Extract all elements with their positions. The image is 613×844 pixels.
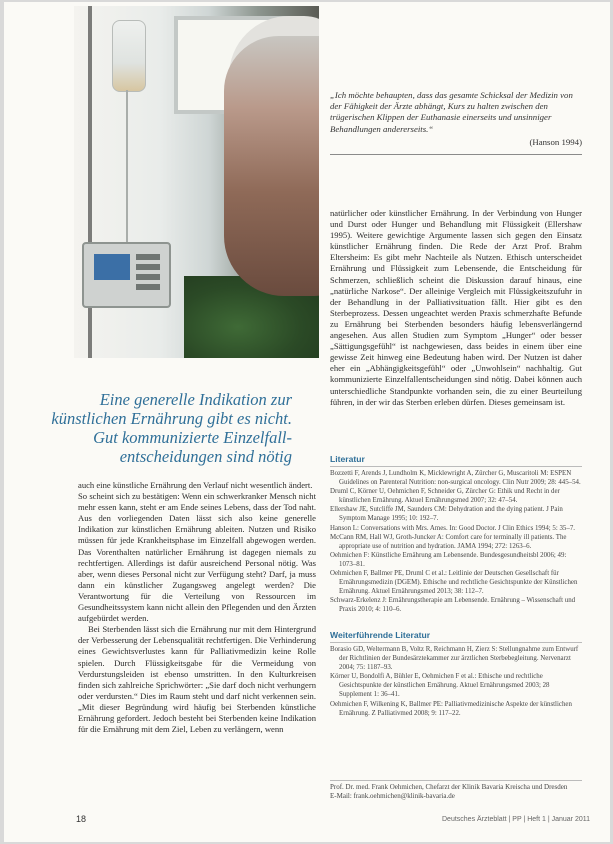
literature-list [330, 469, 582, 615]
literature-section [330, 454, 582, 615]
reference: Oehmichen F: Künstliche Ernährung am Lebensende. Bundesgesundheitsbl 2006; 49: 1073–81. [330, 551, 567, 568]
document-page [4, 2, 610, 842]
literature-heading: Literatur [330, 454, 582, 467]
infusion-bag [112, 20, 146, 92]
author-email: E-Mail: frank.oehmichen@klinik-bavaria.de [330, 792, 455, 801]
pull-quote-line: künstlichen Ernährung gibt es nicht. [51, 409, 292, 428]
left-column [78, 480, 316, 735]
further-literature-heading: Weiterführende Literatur [330, 630, 582, 643]
reference: Oehmichen F, Ballmer PE, Druml C et al.: Leitlinie der Deutschen Gesellschaft für Ernährungsmedizin (DGEM). Ethische und rechtliche Gesichtspunkte der Künstlichen Ernährung. Aktuel Ernährungsmed 2013; 38: 112–7. [330, 570, 578, 596]
quote-box [330, 90, 582, 155]
reference: Hanson L: Conversations with Mrs. Ames. In: Good Doctor. J Clin Ethics 1994; 5: 35–7. [330, 524, 575, 532]
infusion-pump [82, 242, 171, 308]
quote-source: (Hanson 1994) [529, 136, 582, 147]
infusion-tube [126, 90, 128, 242]
reference: Körner U, Bondolfi A, Bühler E, Oehmichen F et al.: Ethische und rechtliche Gesichtspunkte der künstlichen Ernährung. Aktuel Ernährungsmed 2003; 28 Supplement 1: 36–41. [330, 673, 550, 699]
pump-buttons [136, 254, 160, 294]
further-literature-section [330, 630, 582, 718]
paragraph: auch eine künstliche Ernährung den Verlauf nicht wesentlich ändert. [78, 480, 313, 490]
reference: McCann RM, Hall WJ, Groth-Juncker A: Comfort care for terminally ill patients. The appropriate use of nutrition and hydration. JAMA 1994; 272: 1263–6. [330, 533, 567, 550]
article-photo [74, 6, 319, 358]
pull-quote-line: Eine generelle Indikation zur [99, 390, 292, 409]
reference: Druml C, Körner U, Oehmichen F, Schneider G, Zürcher G: Ethik und Recht in der künstlichen Ernährung. Aktuel Ernährungsmed 2007; 32: 47–54. [330, 488, 560, 505]
author-info [330, 780, 582, 802]
quote-text: „Ich möchte behaupten, dass das gesamte Schicksal der Medizin von der Fähigkeit der Ärzte abhängt, Kurs zu halten zwischen den trügerischen Klippen der Euthanasie einerseits und unsinniger Behandlungen andererseits.“ [330, 90, 573, 134]
right-column [330, 208, 582, 408]
patient-head [224, 36, 319, 296]
pull-quote-line: Gut kommunizierte Einzelfall- [93, 428, 292, 447]
divider [330, 154, 582, 155]
reference: Oehmichen F, Wilkening K, Ballmer PE: Palliativmedizinische Aspekte der künstlichen Ernährung. Z Palliativmed 2008; 9: 117–22. [330, 700, 572, 717]
reference: Borasio GD, Weltermann B, Voltz R, Reichmann H, Zierz S: Stellungnahme zum Entwurf der Richtlinien der Bundesärztekammer zur ärztlichen Sterbebegleitung. Nervenarzt 2004; 75: 1187–93. [330, 646, 579, 672]
reference: Ellershaw JE, Sutcliffe JM, Saunders CM: Dehydration and the dying patient. J Pain Symptom Manage 1995; 10: 192–7. [330, 506, 563, 523]
further-literature-list [330, 645, 582, 718]
page-number: 18 [76, 814, 87, 824]
pull-quote [34, 390, 292, 466]
reference: Bozzetti F, Arends J, Lundholm K, Micklewright A, Zürcher G, Muscaritoli M: ESPEN Guidelines on Parenteral Nutrition: non-surgical oncology. Clin Nutr 2009; 28: 445–54. [330, 470, 581, 487]
pump-screen [94, 254, 130, 280]
journal-reference: Deutsches Ärzteblatt | PP | Heft 1 | Januar 2011 [442, 816, 590, 823]
paragraph: Bei Sterbenden lässt sich die Ernährung nur mit dem Hintergrund der Verbesserung der Lebensqualität rechtfertigen. Die Verhinderung eines Gewichtsverlustes kann für Palliativmedizin keine Rolle spielen. Durch Flüssigkeitsgabe für die Vermeidung von Verdurstungsleiden ist ebenso umstritten. In den Kulturkreisen finden sich zahlreiche Sprichwörter: „Sie darf doch nicht verhungern oder verdursten.“ Dies im Raum steht und darf nicht verkennen sein. „Mit dieser Begründung wird häufig bei Sterbenden künstliche Ernährung gefordert. Jedoch besteht bei Sterbenden keine Indikation für die Ernährung mit dem Ziel, Leben zu verlängern, wenn [78, 624, 316, 735]
author-name: Prof. Dr. med. Frank Oehmichen, Chefarzt der Klinik Bavaria Kreischa und Dresden [330, 783, 568, 791]
paragraph: So scheint sich zu bestätigen: Wenn ein schwerkranker Mensch nicht mehr essen kann, steht er am Ende seines Lebens, dass der Tod naht. Aus den vorliegenden Daten lässt sich also keine generelle Indikation zur künstlichen Ernährung ableiten. Nutzen und Risiko müssen für jede Krankheitsphase im Einzelfall abgewogen werden. Das Vorenthalten natürlicher Ernährung ist dagegen niemals zu rechtfertigen. Allerdings ist dafür ausreichend Personal nötig. Was aber, wenn dieses Personal nicht zur Verfügung steht? Darf, ja muss dann ein künstlicher Zugangsweg angelegt werden? Die Verantwortung für die Verteilung von Ressourcen im Gesundheitssystem kann nicht allein den Pflegenden und den Ärzten aufgebürdet werden. [78, 491, 316, 624]
paragraph: natürlicher oder künstlicher Ernährung. In der Verbindung von Hunger und Durst oder Hunger und Behandlung mit Flüssigkeit (Ellershaw 1995). Weitere gewichtige Argumente lassen sich gegen den Einsatz künstlicher Ernährung finden. Die Rede der Arzt Prof. Brahm Eltersheim: Es gibt mehr Nachteile als Nutzen. Ethisch unterscheidet Ernährung und Flüssigkeit zum Lebensende, die Entscheidung für Schmerzen, schließlich scheint die Diskussion darauf hinaus, eine „natürliche Narkose“. Der alleinige Vergleich mit Flüssigkeitszufuhr in der Behandlung in der Palliativsituation fällt. Hier gibt es den Sterbeprozess. Dessen ungeachtet werden Praxis schmerzhafte Befunde zu Ernährung bei Sterbenden besonders häufig lebensverlängernd angesehen. Aus allen Studien zum Symptom „Hunger“ oder besser „Sättigungsgefühl“ ist nachgewiesen, dass beides in einem über eine gewisse Zeit hinweg eine Bedeutung haben wird. Der Nutzen ist daher eher ein „Abhängigkeitsgefühl“ oder „Unwohlsein“ nachhaltig. Gut kommunizierte Einzelfallentscheidungen sind nötig. Dabei können auch unterschiedliche Standpunkte vorhanden sein, die zu einer Beurteilung führen, in der wir das Sterben erleben dürfen. Dieses gemeinsam ist. [330, 208, 582, 407]
pull-quote-line: entscheidungen sind nötig [119, 447, 292, 466]
reference: Schwarz-Erkelenz J: Ernährungstherapie am Lebensende. Ernährung – Wissenschaft und Praxis 2010; 4: 110–6. [330, 597, 576, 614]
